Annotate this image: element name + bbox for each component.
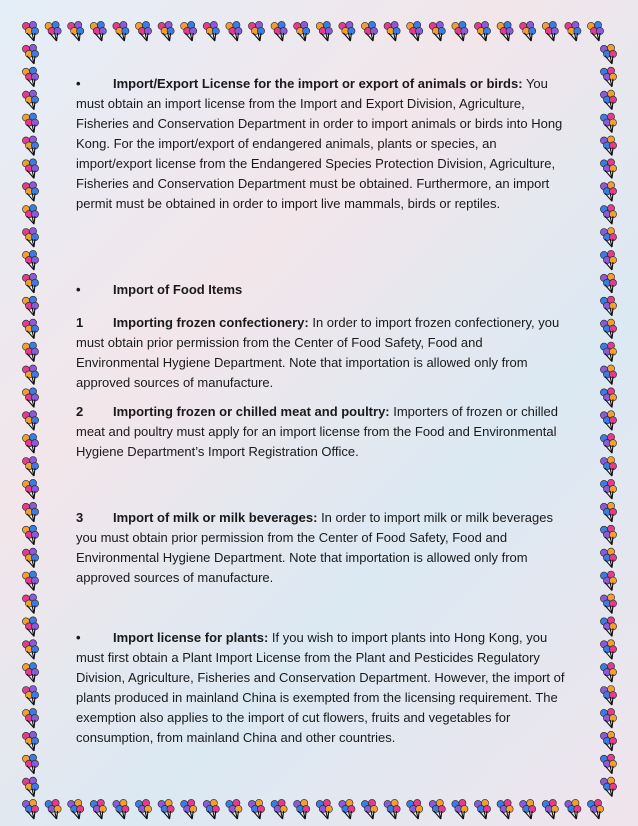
heading-meat-poultry: Importing frozen or chilled meat and poultry: [113,404,390,419]
balloon-bunch-icon [600,388,616,408]
balloon-bunch-icon [203,21,219,41]
item-number: 1 [76,315,84,330]
balloon-bunch-icon [22,571,38,591]
balloon-bunch-icon [68,799,84,819]
balloon-bunch-icon [22,365,38,385]
balloon-bunch-icon [22,708,38,728]
balloon-bunch-icon [22,777,38,797]
balloon-bunch-icon [135,799,151,819]
balloon-bunch-icon [90,21,106,41]
balloon-bunch-icon [22,44,38,64]
balloon-bunch-icon [384,21,400,41]
heading-frozen-confectionery: Importing frozen confectionery: [113,315,309,330]
heading-plants: Import license for plants: [113,630,269,645]
balloon-bunch-icon [429,799,445,819]
balloon-bunch-icon [600,182,616,202]
balloon-bunch-icon [600,159,616,179]
balloon-bunch-icon [587,21,603,41]
balloon-bunch-icon [600,502,616,522]
balloon-bunch-icon [542,21,558,41]
balloon-bunch-icon [497,799,513,819]
balloon-bunch-icon [22,159,38,179]
text-animals-birds: You must obtain an import license from the Import and Export Division, Agriculture, Fisheries and Conservation Department in order to import animals or birds into Hong Kong. For the import/export of endangered animals, plants or species, an import/export license from the Endangered Species Protection Division, Agriculture, Fisheries and Conservation Department must be obtained. Furthermore, an import permit must be obtained in order to import live mammals, birds or reptiles. [76,76,563,211]
balloon-bunch-icon [203,799,219,819]
balloon-bunch-icon [429,21,445,41]
balloon-bunch-icon [226,21,242,41]
item-number: 3 [76,510,84,525]
balloon-bunch-icon [339,799,355,819]
balloon-bunch-icon [600,548,616,568]
balloon-bunch-icon [600,594,616,614]
balloon-bunch-icon [22,594,38,614]
balloon-bunch-icon [520,21,536,41]
text-milk-beverages: In order to import milk or milk beverages you must obtain prior permission from the Center of Food Safety, Food and Environmental Hygiene Department. Note that importation is allowed only from approved sources of manufacture. [76,510,553,585]
balloon-bunch-icon [22,479,38,499]
balloon-bunch-icon [600,617,616,637]
balloon-bunch-icon [600,457,616,477]
balloon-bunch-icon [600,525,616,545]
balloon-bunch-icon [384,799,400,819]
balloon-bunch-icon [600,319,616,339]
balloon-bunch-icon [294,21,310,41]
balloon-bunch-icon [22,319,38,339]
balloon-bunch-icon [22,136,38,156]
balloon-bunch-icon [600,686,616,706]
balloon-bunch-icon [600,250,616,270]
balloon-bunch-icon [600,411,616,431]
balloon-bunch-icon [600,777,616,797]
balloon-bunch-icon [497,21,513,41]
balloon-bunch-icon [22,663,38,683]
text-meat-poultry: Importers of frozen or chilled meat and poultry must apply for an import license from the Food and Environmental Hygiene Department’s Import Registration Office. [76,404,558,459]
balloon-bunch-icon [565,21,581,41]
balloon-bunch-icon [22,411,38,431]
heading-food-items: Import of Food Items [113,282,243,297]
balloon-bunch-icon [22,342,38,362]
paragraph-meat-poultry [76,402,568,462]
balloon-bunch-icon [158,799,174,819]
item-number: 2 [76,404,84,419]
balloon-bunch-icon [407,799,423,819]
balloon-bunch-icon [600,365,616,385]
text-plants: If you wish to import plants into Hong Kong, you must first obtain a Plant Import License from the Plant and Pesticides Regulatory Division, Agriculture, Fisheries and Conservation Department. However, the import of plants produced in mainland China is exempted from the licensing requirement. The exemption also applies to the import of cut flowers, fruits and vegetables for consumption, from mainland China and other countries. [76,630,565,745]
balloon-bunch-icon [22,228,38,248]
balloon-bunch-icon [158,21,174,41]
balloon-bunch-icon [474,799,490,819]
balloon-bunch-icon [90,799,106,819]
balloon-bunch-icon [22,90,38,110]
balloon-bunch-icon [248,799,264,819]
balloon-bunch-icon [22,21,38,41]
balloon-bunch-icon [113,799,129,819]
balloon-bunch-icon [22,799,38,819]
text-frozen-confectionery: In order to import frozen confectionery, you must obtain prior permission from the Center of Food Safety, Food and Environmental Hygiene Department. Note that importation is allowed only from approved sources of manufacture. [76,315,560,390]
balloon-bunch-icon [565,799,581,819]
balloon-bunch-icon [407,21,423,41]
balloon-bunch-icon [600,228,616,248]
balloon-bunch-icon [22,250,38,270]
balloon-bunch-icon [271,21,287,41]
balloon-bunch-icon [361,799,377,819]
balloon-bunch-icon [600,205,616,225]
balloon-bunch-icon [22,525,38,545]
heading-animals-birds: Import/Export License for the import or export of animals or birds: [113,76,523,91]
bullet-marker: • [76,630,81,645]
balloon-bunch-icon [22,205,38,225]
paragraph-milk-beverages [76,508,568,588]
balloon-bunch-icon [600,754,616,774]
balloon-bunch-icon [316,21,332,41]
balloon-bunch-icon [22,754,38,774]
balloon-bunch-icon [600,273,616,293]
balloon-bunch-icon [22,548,38,568]
balloon-bunch-icon [600,113,616,133]
balloon-bunch-icon [600,67,616,87]
balloon-bunch-icon [45,799,61,819]
balloon-bunch-icon [22,182,38,202]
balloon-bunch-icon [113,21,129,41]
balloon-bunch-icon [600,708,616,728]
balloon-bunch-icon [600,663,616,683]
balloon-bunch-icon [600,342,616,362]
balloon-bunch-icon [22,296,38,316]
balloon-bunch-icon [22,113,38,133]
balloon-bunch-icon [226,799,242,819]
balloon-bunch-icon [339,21,355,41]
balloon-bunch-icon [542,799,558,819]
balloon-bunch-icon [22,273,38,293]
balloon-bunch-icon [22,502,38,522]
balloon-bunch-icon [361,21,377,41]
balloon-bunch-icon [520,799,536,819]
balloon-bunch-icon [22,388,38,408]
balloon-bunch-icon [181,21,197,41]
paragraph-frozen-confectionery [76,313,568,393]
balloon-bunch-icon [600,136,616,156]
balloon-bunch-icon [22,640,38,660]
heading-milk-beverages: Import of milk or milk beverages: [113,510,318,525]
balloon-bunch-icon [600,640,616,660]
balloon-bunch-icon [316,799,332,819]
balloon-bunch-icon [22,686,38,706]
balloon-bunch-icon [22,434,38,454]
balloon-bunch-icon [181,799,197,819]
balloon-bunch-icon [248,21,264,41]
balloon-bunch-icon [474,21,490,41]
balloon-bunch-icon [600,479,616,499]
balloon-bunch-icon [22,457,38,477]
balloon-bunch-icon [600,90,616,110]
balloon-bunch-icon [600,434,616,454]
balloon-bunch-icon [600,296,616,316]
balloon-bunch-icon [452,21,468,41]
balloon-bunch-icon [452,799,468,819]
balloon-bunch-icon [135,21,151,41]
balloon-bunch-icon [294,799,310,819]
balloon-bunch-icon [600,731,616,751]
balloon-bunch-icon [45,21,61,41]
paragraph-food-items [76,280,242,300]
paragraph-plants [76,628,568,748]
balloon-bunch-icon [22,617,38,637]
balloon-bunch-icon [271,799,287,819]
bullet-marker: • [76,76,81,91]
balloon-bunch-icon [600,44,616,64]
balloon-bunch-icon [68,21,84,41]
paragraph-animals-birds [76,74,568,214]
bullet-marker: • [76,282,81,297]
balloon-bunch-icon [22,731,38,751]
balloon-bunch-icon [22,67,38,87]
balloon-bunch-icon [587,799,603,819]
balloon-bunch-icon [600,571,616,591]
